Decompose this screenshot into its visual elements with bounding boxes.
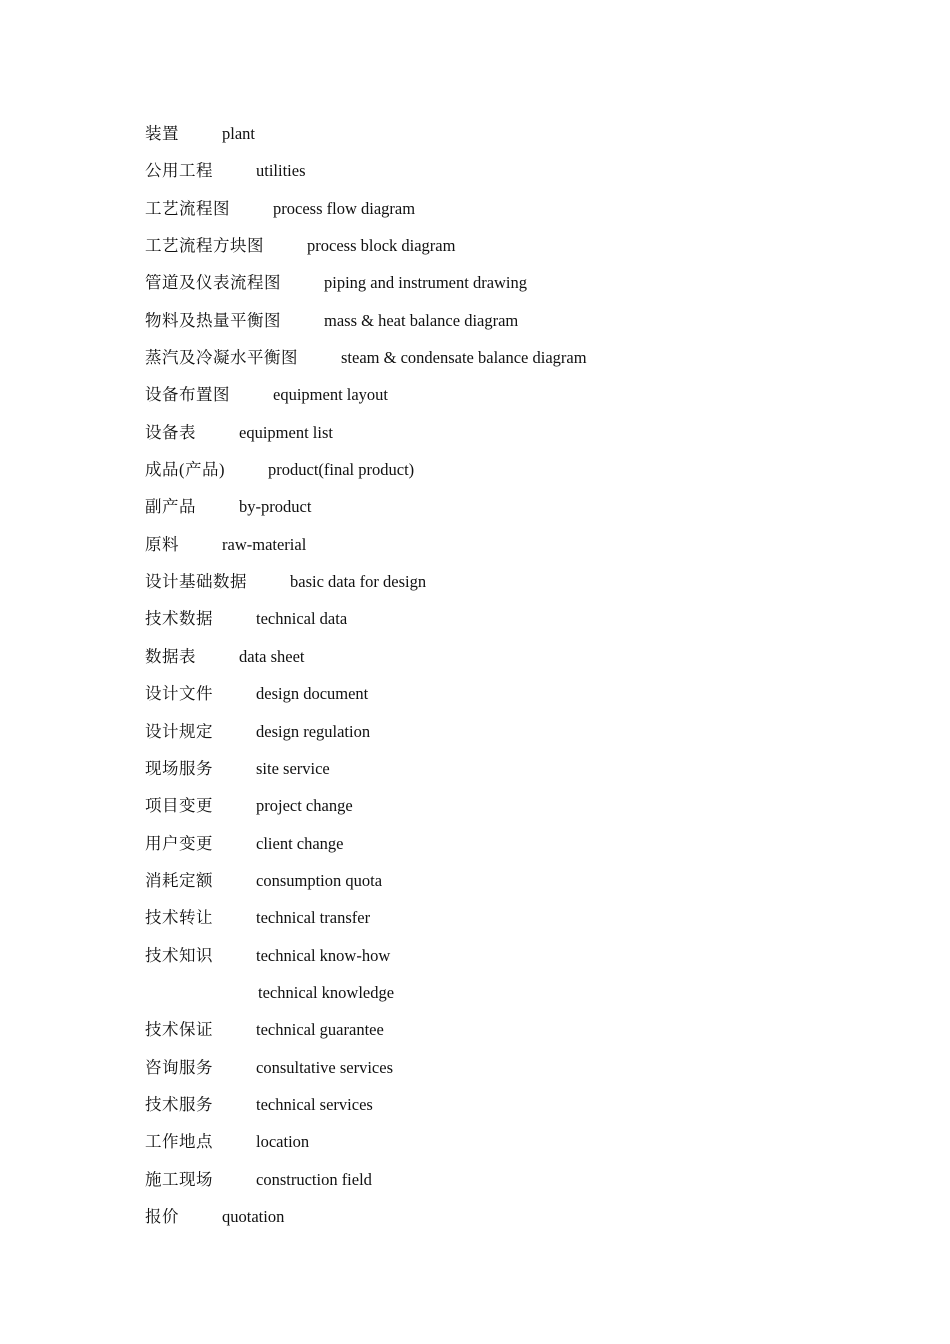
glossary-entry xyxy=(145,790,845,827)
english-term: equipment list xyxy=(239,422,333,442)
glossary-entry xyxy=(145,1126,845,1163)
english-term: consultative services xyxy=(256,1057,393,1077)
english-term: client change xyxy=(256,833,344,853)
chinese-term: 设备表 xyxy=(145,422,196,442)
english-term: quotation xyxy=(222,1206,285,1226)
chinese-term: 工艺流程图 xyxy=(145,198,230,218)
english-term: by-product xyxy=(239,497,312,517)
chinese-term: 项目变更 xyxy=(145,796,213,816)
chinese-term: 消耗定额 xyxy=(145,870,213,890)
chinese-term: 现场服务 xyxy=(145,758,213,778)
english-term: plant xyxy=(222,124,255,143)
english-term: basic data for design xyxy=(290,572,427,592)
chinese-term: 物料及热量平衡图 xyxy=(145,310,281,330)
english-term: technical knowledge xyxy=(258,982,395,1002)
english-term: process flow diagram xyxy=(273,198,416,218)
glossary-entry xyxy=(145,491,845,528)
chinese-term: 施工现场 xyxy=(145,1169,213,1189)
glossary-entry xyxy=(145,902,845,939)
chinese-term: 装置 xyxy=(145,124,179,143)
chinese-term: 咨询服务 xyxy=(145,1057,213,1077)
glossary-entry xyxy=(145,417,845,454)
glossary-entry xyxy=(145,305,845,342)
glossary-entry xyxy=(145,454,845,491)
english-term: project change xyxy=(256,796,353,816)
chinese-term: 设备布置图 xyxy=(145,385,230,405)
glossary-entry xyxy=(145,753,845,790)
chinese-term: 数据表 xyxy=(145,646,196,666)
chinese-term: 副产品 xyxy=(145,497,196,517)
chinese-term: 原料 xyxy=(145,534,179,554)
glossary-entry xyxy=(145,193,845,230)
glossary-entry xyxy=(145,230,845,267)
chinese-term: 成品(产品) xyxy=(145,460,225,480)
english-term: process block diagram xyxy=(307,236,456,256)
chinese-term: 设计基础数据 xyxy=(145,572,247,592)
chinese-term: 用户变更 xyxy=(145,833,213,853)
glossary-entry xyxy=(145,566,845,603)
english-term: equipment layout xyxy=(273,385,389,405)
glossary-entry xyxy=(145,1052,845,1089)
english-term: construction field xyxy=(256,1169,372,1189)
chinese-term: 报价 xyxy=(145,1206,179,1226)
glossary-entry xyxy=(145,379,845,416)
glossary-entry xyxy=(145,641,845,678)
chinese-term: 技术数据 xyxy=(145,609,213,629)
glossary-entry xyxy=(145,1089,845,1126)
english-term: technical data xyxy=(256,609,348,629)
glossary-entry xyxy=(145,678,845,715)
english-term: site service xyxy=(256,758,330,778)
glossary-entry xyxy=(145,716,845,753)
english-term: piping and instrument drawing xyxy=(324,273,528,293)
english-term: design regulation xyxy=(256,721,371,741)
glossary-entry xyxy=(145,940,845,977)
chinese-term: 设计规定 xyxy=(145,721,213,741)
chinese-term: 技术知识 xyxy=(145,945,213,965)
english-term: product(final product) xyxy=(268,460,415,480)
chinese-term: 技术保证 xyxy=(145,1020,213,1040)
chinese-term: 工艺流程方块图 xyxy=(145,236,264,256)
glossary-entry xyxy=(145,1201,845,1238)
english-term: mass & heat balance diagram xyxy=(324,310,519,330)
glossary-entry xyxy=(145,603,845,640)
chinese-term: 管道及仪表流程图 xyxy=(145,273,281,293)
english-term: consumption quota xyxy=(256,870,383,890)
glossary-entry xyxy=(145,118,845,155)
glossary-entry xyxy=(145,529,845,566)
glossary-entry xyxy=(145,865,845,902)
english-term: data sheet xyxy=(239,646,305,666)
chinese-term: 技术服务 xyxy=(145,1094,213,1114)
english-term: design document xyxy=(256,684,369,704)
english-term: technical know-how xyxy=(256,945,391,965)
glossary-entry xyxy=(145,1164,845,1201)
glossary-entry xyxy=(145,267,845,304)
english-term: location xyxy=(256,1132,310,1152)
chinese-term: 技术转让 xyxy=(145,908,213,928)
chinese-term: 工作地点 xyxy=(145,1132,213,1152)
glossary-entry xyxy=(145,155,845,192)
english-term: technical services xyxy=(256,1094,373,1114)
english-term: utilities xyxy=(256,161,306,181)
glossary-entry xyxy=(145,342,845,379)
english-term: steam & condensate balance diagram xyxy=(341,348,587,368)
chinese-term: 设计文件 xyxy=(145,684,213,704)
glossary-entry xyxy=(145,1014,845,1051)
chinese-term: 蒸汽及冷凝水平衡图 xyxy=(145,348,298,368)
chinese-term: 公用工程 xyxy=(145,161,213,181)
glossary-entry xyxy=(145,828,845,865)
english-term: technical transfer xyxy=(256,908,371,928)
glossary-list xyxy=(145,118,845,1238)
english-term: technical guarantee xyxy=(256,1020,384,1040)
glossary-entry xyxy=(145,977,845,1014)
english-term: raw-material xyxy=(222,534,307,554)
